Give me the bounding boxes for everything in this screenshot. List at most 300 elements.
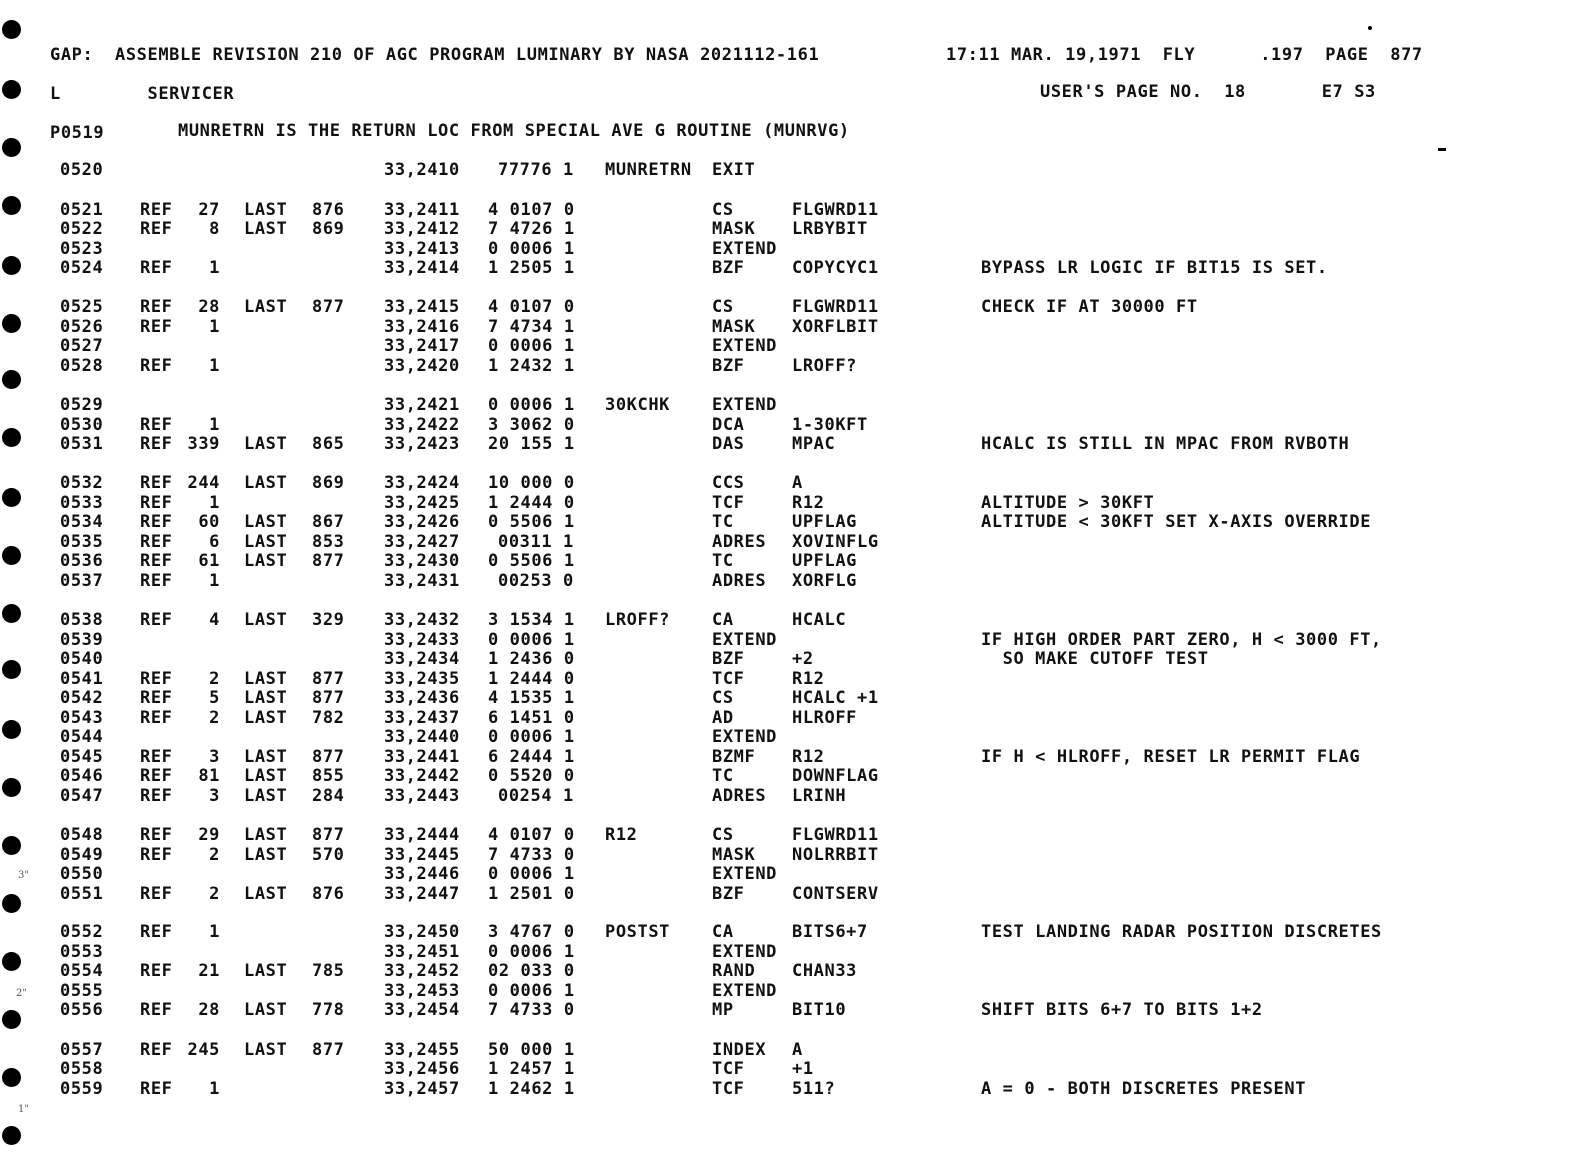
row-operand: UPFLAG xyxy=(792,512,858,532)
row-octal-code: 7 4733 0 xyxy=(488,845,575,865)
row-label: 30KCHK xyxy=(605,395,671,415)
row-last-page: 869 xyxy=(312,473,345,493)
speck-mark xyxy=(1368,26,1372,30)
row-ref-count: 2 xyxy=(209,708,220,728)
row-address: 33,2451 xyxy=(384,942,460,962)
row-last-label: LAST xyxy=(244,688,288,708)
row-address: 33,2421 xyxy=(384,395,460,415)
speck-mark xyxy=(1438,148,1446,151)
row-line-number: 0556 xyxy=(60,1000,104,1020)
row-line-number: 0521 xyxy=(60,200,104,220)
row-ref-count: 8 xyxy=(209,219,220,239)
row-opcode: TC xyxy=(712,766,734,786)
row-line-number: 0538 xyxy=(60,610,104,630)
row-opcode: CA xyxy=(712,922,734,942)
row-opcode: BZF xyxy=(712,258,745,278)
row-ref-label: REF xyxy=(140,219,173,239)
row-ref-label: REF xyxy=(140,532,173,552)
row-operand: 1-30KFT xyxy=(792,415,868,435)
row-address: 33,2413 xyxy=(384,239,460,259)
punch-hole-icon xyxy=(2,952,21,971)
row-comment: TEST LANDING RADAR POSITION DISCRETES xyxy=(981,922,1382,942)
row-last-page: 785 xyxy=(312,961,345,981)
row-octal-code: 6 1451 0 xyxy=(488,708,575,728)
header-timestamp: 17:11 MAR. 19,1971 FLY .197 PAGE 877 xyxy=(946,45,1423,65)
row-ref-label: REF xyxy=(140,415,173,435)
row-octal-code: 4 1535 1 xyxy=(488,688,575,708)
row-ref-label: REF xyxy=(140,473,173,493)
row-operand: NOLRRBIT xyxy=(792,845,879,865)
row-ref-label: REF xyxy=(140,1040,173,1060)
row-comment: ALTITUDE > 30KFT xyxy=(981,493,1155,513)
row-last-page: 877 xyxy=(312,669,345,689)
row-octal-code: 1 2501 0 xyxy=(488,884,575,904)
row-ref-count: 1 xyxy=(209,415,220,435)
row-address: 33,2435 xyxy=(384,669,460,689)
row-line-number: 0551 xyxy=(60,884,104,904)
row-last-label: LAST xyxy=(244,766,288,786)
row-opcode: TC xyxy=(712,512,734,532)
row-last-label: LAST xyxy=(244,200,288,220)
row-octal-code: 77776 1 xyxy=(498,160,574,180)
row-opcode: BZF xyxy=(712,356,745,376)
row-last-label: LAST xyxy=(244,1000,288,1020)
row-line-number: 0533 xyxy=(60,493,104,513)
row-line-number: 0555 xyxy=(60,981,104,1001)
row-opcode: MASK xyxy=(712,219,756,239)
row-last-page: 877 xyxy=(312,688,345,708)
row-line-number: 0546 xyxy=(60,766,104,786)
row-opcode: CA xyxy=(712,610,734,630)
row-ref-count: 244 xyxy=(187,473,220,493)
row-operand: MPAC xyxy=(792,434,836,454)
row-ref-label: REF xyxy=(140,708,173,728)
row-comment: HCALC IS STILL IN MPAC FROM RVBOTH xyxy=(981,434,1350,454)
row-address: 33,2434 xyxy=(384,649,460,669)
row-opcode: EXTEND xyxy=(712,630,778,650)
row-opcode: CCS xyxy=(712,473,745,493)
row-opcode: MP xyxy=(712,1000,734,1020)
row-operand: XOVINFLG xyxy=(792,532,879,552)
row-ref-count: 4 xyxy=(209,610,220,630)
row-last-label: LAST xyxy=(244,884,288,904)
row-line-number: 0527 xyxy=(60,336,104,356)
row-address: 33,2436 xyxy=(384,688,460,708)
row-operand: LROFF? xyxy=(792,356,858,376)
row-address: 33,2425 xyxy=(384,493,460,513)
row-last-page: 877 xyxy=(312,825,345,845)
punch-hole-icon xyxy=(2,256,21,275)
row-opcode: AD xyxy=(712,708,734,728)
row-line-number: 0554 xyxy=(60,961,104,981)
row-address: 33,2455 xyxy=(384,1040,460,1060)
row-operand: A xyxy=(792,473,803,493)
row-line-number: 0537 xyxy=(60,571,104,591)
row-last-page: 876 xyxy=(312,884,345,904)
row-last-page: 877 xyxy=(312,297,345,317)
row-opcode: CS xyxy=(712,200,734,220)
row-octal-code: 7 4733 0 xyxy=(488,1000,575,1020)
row-opcode: CS xyxy=(712,297,734,317)
row-octal-code: 50 000 1 xyxy=(488,1040,575,1060)
row-octal-code: 3 3062 0 xyxy=(488,415,575,435)
row-last-page: 867 xyxy=(312,512,345,532)
row-octal-code: 00253 0 xyxy=(498,571,574,591)
row-line-number: 0553 xyxy=(60,942,104,962)
row-comment: A = 0 - BOTH DISCRETES PRESENT xyxy=(981,1079,1307,1099)
row-last-label: LAST xyxy=(244,512,288,532)
row-operand: R12 xyxy=(792,669,825,689)
row-address: 33,2424 xyxy=(384,473,460,493)
row-opcode: BZF xyxy=(712,884,745,904)
row-last-label: LAST xyxy=(244,786,288,806)
row-octal-code: 1 2462 1 xyxy=(488,1079,575,1099)
punch-hole-icon xyxy=(2,1068,21,1087)
row-line-number: 0522 xyxy=(60,219,104,239)
punch-hole-icon xyxy=(2,370,21,389)
row-last-label: LAST xyxy=(244,1040,288,1060)
row-ref-label: REF xyxy=(140,610,173,630)
row-last-page: 876 xyxy=(312,200,345,220)
row-operand: +1 xyxy=(792,1059,814,1079)
row-last-label: LAST xyxy=(244,532,288,552)
row-line-number: 0539 xyxy=(60,630,104,650)
row-address: 33,2444 xyxy=(384,825,460,845)
row-ref-label: REF xyxy=(140,1000,173,1020)
row-octal-code: 1 2457 1 xyxy=(488,1059,575,1079)
row-opcode: TCF xyxy=(712,493,745,513)
row-opcode: EXTEND xyxy=(712,864,778,884)
row-operand: FLGWRD11 xyxy=(792,297,879,317)
row-last-label: LAST xyxy=(244,473,288,493)
row-line-number: 0545 xyxy=(60,747,104,767)
row-operand: HLROFF xyxy=(792,708,858,728)
row-ref-label: REF xyxy=(140,434,173,454)
row-last-page: 855 xyxy=(312,766,345,786)
ruler-mark: 3" xyxy=(18,870,29,881)
row-ref-count: 3 xyxy=(209,747,220,767)
row-last-label: LAST xyxy=(244,669,288,689)
row-ref-count: 21 xyxy=(198,961,220,981)
row-line-number: 0526 xyxy=(60,317,104,337)
row-operand: R12 xyxy=(792,747,825,767)
row-operand: LRBYBIT xyxy=(792,219,868,239)
row-address: 33,2411 xyxy=(384,200,460,220)
row-last-label: LAST xyxy=(244,610,288,630)
row-octal-code: 0 0006 1 xyxy=(488,336,575,356)
row-ref-label: REF xyxy=(140,961,173,981)
row-octal-code: 7 4734 1 xyxy=(488,317,575,337)
row-ref-count: 2 xyxy=(209,669,220,689)
row-address: 33,2443 xyxy=(384,786,460,806)
row-ref-count: 61 xyxy=(198,551,220,571)
row-ref-label: REF xyxy=(140,493,173,513)
row-opcode: RAND xyxy=(712,961,756,981)
row-last-page: 782 xyxy=(312,708,345,728)
row-line-number: 0531 xyxy=(60,434,104,454)
punch-hole-icon xyxy=(2,778,21,797)
row-ref-label: REF xyxy=(140,356,173,376)
row-ref-count: 28 xyxy=(198,1000,220,1020)
punch-hole-icon xyxy=(2,20,21,39)
row-address: 33,2441 xyxy=(384,747,460,767)
row-octal-code: 02 033 0 xyxy=(488,961,575,981)
row-address: 33,2457 xyxy=(384,1079,460,1099)
row-line-number: 0536 xyxy=(60,551,104,571)
row-ref-count: 1 xyxy=(209,356,220,376)
row-opcode: MASK xyxy=(712,317,756,337)
row-ref-count: 1 xyxy=(209,493,220,513)
row-address: 33,2415 xyxy=(384,297,460,317)
row-line-number: 0535 xyxy=(60,532,104,552)
row-ref-label: REF xyxy=(140,825,173,845)
row-line-number: 0532 xyxy=(60,473,104,493)
row-opcode: ADRES xyxy=(712,786,767,806)
row-operand: +2 xyxy=(792,649,814,669)
row-ref-label: REF xyxy=(140,786,173,806)
row-address: 33,2423 xyxy=(384,434,460,454)
row-octal-code: 1 2436 0 xyxy=(488,649,575,669)
row-opcode: DCA xyxy=(712,415,745,435)
row-last-label: LAST xyxy=(244,297,288,317)
row-line-number: 0542 xyxy=(60,688,104,708)
row-comment: IF H < HLROFF, RESET LR PERMIT FLAG xyxy=(981,747,1361,767)
row-line-number: 0543 xyxy=(60,708,104,728)
row-ref-label: REF xyxy=(140,845,173,865)
row-last-page: 877 xyxy=(312,747,345,767)
row-line-number: 0523 xyxy=(60,239,104,259)
row-ref-label: REF xyxy=(140,512,173,532)
row-operand: HCALC xyxy=(792,610,847,630)
row-octal-code: 0 0006 1 xyxy=(488,981,575,1001)
row-opcode: DAS xyxy=(712,434,745,454)
row-address: 33,2416 xyxy=(384,317,460,337)
row-line-number: 0549 xyxy=(60,845,104,865)
row-ref-count: 2 xyxy=(209,845,220,865)
row-last-page: 778 xyxy=(312,1000,345,1020)
row-last-page: 865 xyxy=(312,434,345,454)
row-address: 33,2440 xyxy=(384,727,460,747)
row-address: 33,2410 xyxy=(384,160,460,180)
row-line-number: 0524 xyxy=(60,258,104,278)
row-opcode: CS xyxy=(712,825,734,845)
row-octal-code: 6 2444 1 xyxy=(488,747,575,767)
row-octal-code: 20 155 1 xyxy=(488,434,575,454)
row-ref-label: REF xyxy=(140,317,173,337)
row-ref-label: REF xyxy=(140,747,173,767)
row-opcode: TCF xyxy=(712,1079,745,1099)
row-comment: SHIFT BITS 6+7 TO BITS 1+2 xyxy=(981,1000,1263,1020)
row-octal-code: 4 0107 0 xyxy=(488,825,575,845)
row-octal-code: 10 000 0 xyxy=(488,473,575,493)
row-ref-count: 29 xyxy=(198,825,220,845)
row-ref-count: 1 xyxy=(209,258,220,278)
row-operand: COPYCYC1 xyxy=(792,258,879,278)
row-opcode: BZF xyxy=(712,649,745,669)
row-label: POSTST xyxy=(605,922,671,942)
row-ref-count: 2 xyxy=(209,884,220,904)
punch-hole-icon xyxy=(2,314,21,333)
row-label: MUNRETRN xyxy=(605,160,692,180)
row-ref-count: 5 xyxy=(209,688,220,708)
row-operand: FLGWRD11 xyxy=(792,825,879,845)
row-octal-code: 0 0006 1 xyxy=(488,942,575,962)
row-line-number: 0530 xyxy=(60,415,104,435)
row-address: 33,2432 xyxy=(384,610,460,630)
row-opcode: INDEX xyxy=(712,1040,767,1060)
row-line-number: 0534 xyxy=(60,512,104,532)
row-address: 33,2414 xyxy=(384,258,460,278)
row-line-number: 0547 xyxy=(60,786,104,806)
row-address: 33,2453 xyxy=(384,981,460,1001)
row-last-page: 877 xyxy=(312,1040,345,1060)
row-address: 33,2452 xyxy=(384,961,460,981)
punch-hole-icon xyxy=(2,1010,21,1029)
row-ref-count: 6 xyxy=(209,532,220,552)
row-ref-label: REF xyxy=(140,669,173,689)
row-line-number: 0540 xyxy=(60,649,104,669)
row-address: 33,2456 xyxy=(384,1059,460,1079)
punch-hole-icon xyxy=(2,80,21,99)
row-line-number: 0528 xyxy=(60,356,104,376)
row-opcode: CS xyxy=(712,688,734,708)
row-last-label: LAST xyxy=(244,551,288,571)
row-ref-count: 339 xyxy=(187,434,220,454)
row-operand: 511? xyxy=(792,1079,836,1099)
row-ref-count: 3 xyxy=(209,786,220,806)
row-last-page: 329 xyxy=(312,610,345,630)
row-operand: DOWNFLAG xyxy=(792,766,879,786)
row-last-label: LAST xyxy=(244,825,288,845)
row-octal-code: 7 4726 1 xyxy=(488,219,575,239)
row-operand: BIT10 xyxy=(792,1000,847,1020)
row-octal-code: 0 0006 1 xyxy=(488,239,575,259)
row-octal-code: 4 0107 0 xyxy=(488,200,575,220)
row-line-number: 0559 xyxy=(60,1079,104,1099)
row-address: 33,2442 xyxy=(384,766,460,786)
row-address: 33,2417 xyxy=(384,336,460,356)
row-ref-count: 81 xyxy=(198,766,220,786)
row-line-number: 0558 xyxy=(60,1059,104,1079)
row-octal-code: 0 0006 1 xyxy=(488,727,575,747)
row-address: 33,2412 xyxy=(384,219,460,239)
row-address: 33,2447 xyxy=(384,884,460,904)
row-opcode: EXTEND xyxy=(712,981,778,1001)
row-opcode: EXTEND xyxy=(712,942,778,962)
row-ref-label: REF xyxy=(140,571,173,591)
row-ref-count: 245 xyxy=(187,1040,220,1060)
row-ref-label: REF xyxy=(140,258,173,278)
row-opcode: ADRES xyxy=(712,532,767,552)
row-opcode: EXTEND xyxy=(712,395,778,415)
row-operand: R12 xyxy=(792,493,825,513)
row-ref-count: 1 xyxy=(209,571,220,591)
row-comment: SO MAKE CUTOFF TEST xyxy=(981,649,1209,669)
row-label: R12 xyxy=(605,825,638,845)
row-address: 33,2430 xyxy=(384,551,460,571)
row-operand: CONTSERV xyxy=(792,884,879,904)
row-opcode: EXTEND xyxy=(712,239,778,259)
punch-hole-icon xyxy=(2,1126,21,1145)
row-opcode: EXTEND xyxy=(712,336,778,356)
comment-line-text: MUNRETRN IS THE RETURN LOC FROM SPECIAL AVE G ROUTINE (MUNRVG) xyxy=(178,121,850,141)
row-ref-label: REF xyxy=(140,688,173,708)
row-line-number: 0529 xyxy=(60,395,104,415)
row-last-label: LAST xyxy=(244,219,288,239)
row-ref-label: REF xyxy=(140,551,173,571)
row-address: 33,2420 xyxy=(384,356,460,376)
row-octal-code: 0 5506 1 xyxy=(488,512,575,532)
row-octal-code: 0 5506 1 xyxy=(488,551,575,571)
row-octal-code: 1 2505 1 xyxy=(488,258,575,278)
row-ref-label: REF xyxy=(140,766,173,786)
row-address: 33,2433 xyxy=(384,630,460,650)
row-octal-code: 0 0006 1 xyxy=(488,630,575,650)
row-opcode: BZMF xyxy=(712,747,756,767)
row-opcode: ADRES xyxy=(712,571,767,591)
row-last-label: LAST xyxy=(244,961,288,981)
row-address: 33,2422 xyxy=(384,415,460,435)
row-octal-code: 3 4767 0 xyxy=(488,922,575,942)
row-operand: XORFLG xyxy=(792,571,858,591)
row-last-page: 877 xyxy=(312,551,345,571)
punch-hole-icon xyxy=(2,546,21,565)
row-octal-code: 1 2444 0 xyxy=(488,669,575,689)
ruler-mark: 1" xyxy=(18,1104,29,1115)
row-operand: FLGWRD11 xyxy=(792,200,879,220)
row-address: 33,2431 xyxy=(384,571,460,591)
row-octal-code: 0 5520 0 xyxy=(488,766,575,786)
punch-hole-icon xyxy=(2,894,21,913)
row-comment: BYPASS LR LOGIC IF BIT15 IS SET. xyxy=(981,258,1328,278)
ruler-mark: 2" xyxy=(16,988,27,999)
row-operand: A xyxy=(792,1040,803,1060)
comment-line-number: P0519 xyxy=(50,123,105,143)
row-ref-label: REF xyxy=(140,884,173,904)
row-address: 33,2445 xyxy=(384,845,460,865)
row-address: 33,2450 xyxy=(384,922,460,942)
row-last-page: 869 xyxy=(312,219,345,239)
punch-hole-icon xyxy=(2,720,21,739)
row-comment: IF HIGH ORDER PART ZERO, H < 3000 FT, xyxy=(981,630,1382,650)
row-opcode: TC xyxy=(712,551,734,571)
punch-hole-icon xyxy=(2,138,21,157)
row-last-page: 284 xyxy=(312,786,345,806)
row-last-label: LAST xyxy=(244,708,288,728)
punch-hole-icon xyxy=(2,660,21,679)
row-ref-count: 28 xyxy=(198,297,220,317)
row-ref-label: REF xyxy=(140,1079,173,1099)
row-octal-code: 4 0107 0 xyxy=(488,297,575,317)
row-address: 33,2437 xyxy=(384,708,460,728)
punch-hole-icon xyxy=(2,488,21,507)
row-line-number: 0548 xyxy=(60,825,104,845)
row-octal-code: 00311 1 xyxy=(498,532,574,552)
row-octal-code: 1 2444 0 xyxy=(488,493,575,513)
row-last-page: 570 xyxy=(312,845,345,865)
user-page-number: USER'S PAGE NO. 18 E7 S3 xyxy=(1040,82,1376,102)
row-line-number: 0552 xyxy=(60,922,104,942)
row-opcode: MASK xyxy=(712,845,756,865)
row-opcode: EXTEND xyxy=(712,727,778,747)
row-ref-label: REF xyxy=(140,297,173,317)
row-line-number: 0525 xyxy=(60,297,104,317)
section-name: L SERVICER xyxy=(50,84,235,104)
row-operand: LRINH xyxy=(792,786,847,806)
row-line-number: 0557 xyxy=(60,1040,104,1060)
row-opcode: TCF xyxy=(712,1059,745,1079)
punch-hole-icon xyxy=(2,604,21,623)
